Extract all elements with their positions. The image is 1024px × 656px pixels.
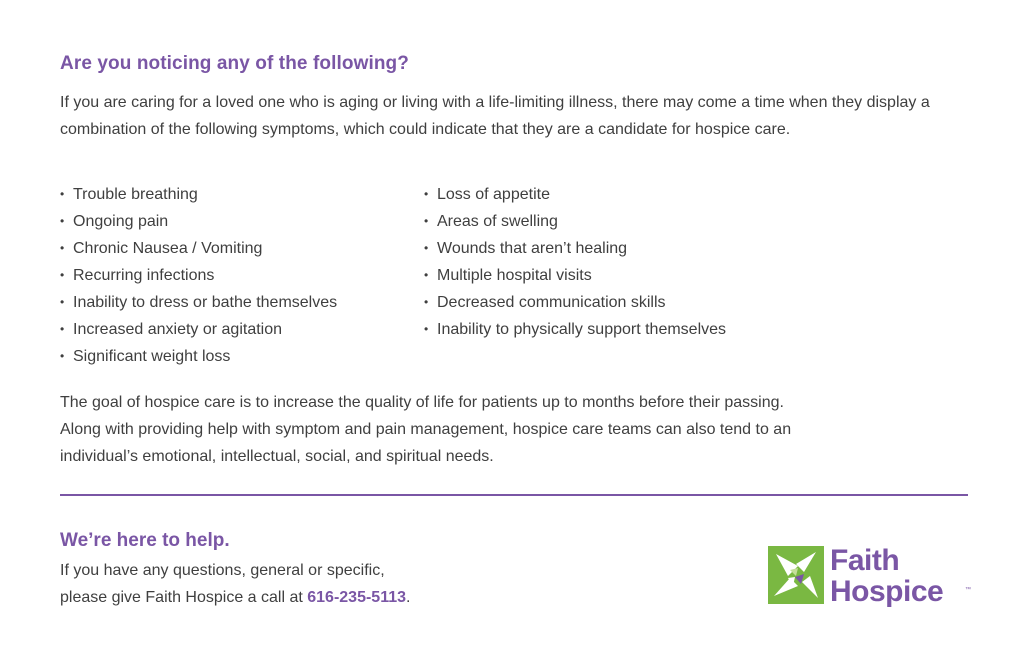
list-item xyxy=(60,262,337,289)
bullet-icon: • xyxy=(60,295,65,309)
symptom-text: Trouble breathing xyxy=(73,186,198,203)
section-heading: Are you noticing any of the following? xyxy=(60,53,409,74)
list-item xyxy=(424,208,726,235)
faith-hospice-logo xyxy=(768,546,978,610)
symptom-text: Decreased communication skills xyxy=(437,294,666,311)
bullet-icon: • xyxy=(424,241,429,255)
goal-line-2: Along with providing help with symptom and pain management, hospice care teams can also tend to an xyxy=(60,421,792,438)
list-item xyxy=(60,343,337,370)
bullet-icon: • xyxy=(60,187,65,201)
list-item xyxy=(424,181,726,208)
symptom-text: Increased anxiety or agitation xyxy=(73,321,283,338)
goal-line-1: The goal of hospice care is to increase the quality of life for patients up to months before their passing. xyxy=(60,394,784,411)
symptom-text: Inability to physically support themselves xyxy=(437,321,727,338)
bullet-icon: • xyxy=(424,214,429,228)
symptom-text: Chronic Nausea / Vomiting xyxy=(73,240,263,257)
help-heading: We’re here to help. xyxy=(60,530,230,551)
bullet-icon: • xyxy=(60,241,65,255)
symptom-text: Areas of swelling xyxy=(437,213,558,230)
logo-word-faith: Faith xyxy=(830,544,900,577)
help-line-2-suffix: . xyxy=(406,589,411,606)
bullet-icon: • xyxy=(60,322,65,336)
intro-paragraph: If you are caring for a loved one who is aging or living with a life-limiting illness, there may come a time when they display a combination of the following symptoms, which could indicate that they are a candidate for hospice care. xyxy=(60,94,930,138)
symptom-text: Wounds that aren’t healing xyxy=(437,240,628,257)
symptom-list-left xyxy=(60,181,337,370)
bullet-icon: • xyxy=(424,295,429,309)
logo-word-hospice: Hospice xyxy=(830,575,944,608)
list-item xyxy=(424,316,726,343)
bullet-icon: • xyxy=(424,322,429,336)
goal-line-3: individual’s emotional, intellectual, social, and spiritual needs. xyxy=(60,448,494,465)
symptom-list-right xyxy=(424,181,726,343)
symptom-text: Ongoing pain xyxy=(73,213,169,230)
goal-paragraph xyxy=(60,389,960,470)
logo-mark-icon xyxy=(768,546,824,604)
symptom-text: Recurring infections xyxy=(73,267,215,284)
help-line-2-prefix: please give Faith Hospice a call at xyxy=(60,589,308,606)
list-item xyxy=(424,262,726,289)
symptom-text: Loss of appetite xyxy=(437,186,550,203)
list-item xyxy=(424,289,726,316)
help-text xyxy=(60,557,410,611)
list-item xyxy=(424,235,726,262)
section-divider xyxy=(60,494,968,496)
bullet-icon: • xyxy=(60,268,65,282)
symptom-text: Inability to dress or bathe themselves xyxy=(73,294,338,311)
symptom-text: Multiple hospital visits xyxy=(437,267,592,284)
bullet-icon: • xyxy=(60,349,65,363)
symptom-text: Significant weight loss xyxy=(73,348,231,365)
bullet-icon: • xyxy=(424,268,429,282)
list-item xyxy=(60,181,337,208)
help-line-1: If you have any questions, general or specific, xyxy=(60,562,385,579)
bullet-icon: • xyxy=(424,187,429,201)
list-item xyxy=(60,289,337,316)
list-item xyxy=(60,316,337,343)
trademark-mark: ™ xyxy=(965,587,971,593)
list-item xyxy=(60,208,337,235)
phone-number-link[interactable]: 616-235-5113 xyxy=(307,589,407,606)
list-item xyxy=(60,235,337,262)
bullet-icon: • xyxy=(60,214,65,228)
